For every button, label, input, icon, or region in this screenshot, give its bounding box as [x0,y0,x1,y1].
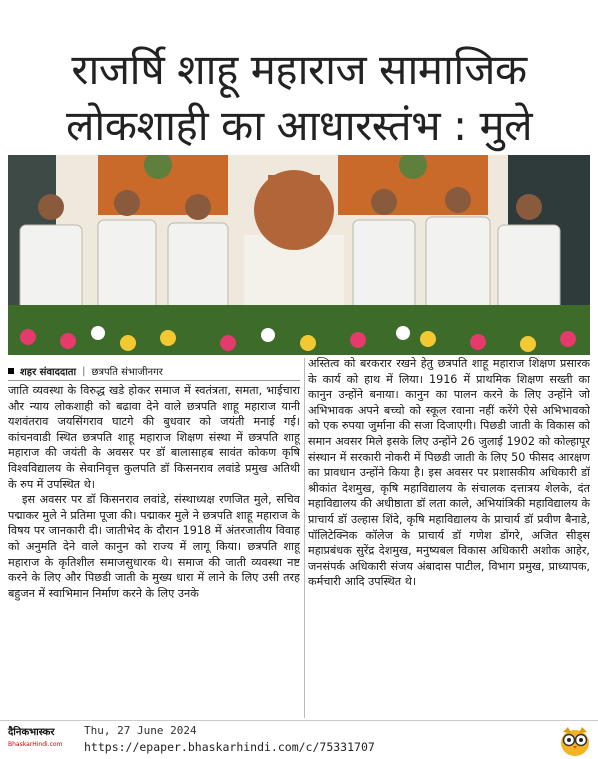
epaper-link[interactable]: https://epaper.bhaskarhindi.com/c/75331707 [84,740,375,754]
column-divider [304,358,305,718]
reporter-name: शहर संवाददाता [20,367,77,378]
event-photo [8,155,590,355]
article-paragraph: इस अवसर पर डॉ किसनराव लवांडे, संस्थाध्यक्ष रणजित मुले, सचिव पद्माकर मुले ने प्रतिमा पूजा की। पद्माकर मुले ने छत्रपति शाहू महाराज के विषय पर जानकारी दी। जातीभेद के दौरान 1918 में अंतरजातीय विवाह को अनुमति देने वाले कानुन को राज्य में लागू किया। छत्रपति शाहू महाराज के कृतिशील समाजसुधारक थे। समाज की जाती व्यवस्था नष्ट करने के लिए और पिछडी जाती के मुख्य धारा में लाने के लिए उसी तरह बहुजन में स्वाभिमान निर्माण करने के लिए उनके [8,493,300,600]
headline-line-2: लोकशाही का आधारस्तंभ : मुले [65,101,533,151]
byline [8,362,300,381]
bullet-square-icon [8,368,14,374]
headline [10,42,588,154]
article-column-right [308,356,590,724]
article-paragraph: जाति व्यवस्था के विरुद्ध खडे होकर समाज में स्वतंत्रता, समता, भाईचारा और न्याय लोकशाही को बढावा देने वाले छत्रपति शाहू महाराज यानी यशवंतराव जयसिंगराव घाटगे की बुधवार को जयंती मनाई गई। कांचनवाडी स्थित छत्रपति शाहू महाराज शिक्षण संस्था में छत्रपति शाहू महाराज की जयंती के अवसर पर डॉ बालासाहब सावंत कोकण कृषि विश्वविद्यालय के सेवानिवृत्त कुलपति डॉ किसनराव लवांडे प्रमुख अतिथी के रुप में उपस्थित थे। [8,384,300,491]
article-column-left [8,383,300,715]
dateline-city: छत्रपति संभाजीनगर [91,367,163,378]
publication-date: Thu, 27 June 2024 [84,724,197,737]
owl-mascot-icon [558,723,592,757]
article-paragraph: अस्तित्व को बरकरार रखने हेतु छत्रपति शाहू महाराज शिक्षण प्रसारक के कार्य को हाथ में लिया। 1916 में प्राथमिक शिक्षण सख्ती का कानुन उन्होंने बनाया। कानुन का पालन करने के लिए उन्होंने जो अभिभावक अपने बच्चो को स्कूल रवाना नहीं करेंगे ऐसे अभिभावको को एक रुपया जुर्माना की सजा दिजाएगी। पिछडी जाती के विकास को समान अवसर मिले इसके लिए उन्होंने 26 जुलाई 1902 को कोल्हापूर संस्थान में सरकारी नोकरी में पिछडी जाती के लिए 50 फीसद आरक्षण का प्रावधान उन्होंने किया है। इस अवसर पर प्रशासकीय अधिकारी डॉ श्रीकांत देशमुख, कृषि महाविद्यालय के संचालक दत्तात्रय शेलके, दंत महाविद्यालय की अधीष्ठाता डॉ लता काले, अभियांत्रिकी महाविद्यालय के प्राचार्य डॉ उल्हास शिंदे, कृषि महाविद्यालय के प्राचार्य डॉ प्रवीण बैनाडे, पॉलिटेक्निक कॉलेज के प्राचार्य डॉ गणेश डोंगरे, अजित सीड्स महाप्रबंधक सुरेंद्र देशमुख, मनुष्यबल विकास अधिकारी अशोक आहेर, जनसंपर्क अधिकारी संजय अंबादास पाटील, विभाग प्रमुख, प्राध्यापक, कर्मचारी आदि उपस्थित थे। [308,357,590,589]
logo-text: दैनिकभास्कर [8,727,55,738]
footer-bar [0,720,598,759]
headline-line-1: राजर्षि शाहू महाराज सामाजिक [71,45,527,95]
byline-separator: | [82,365,86,377]
logo-subtext: BhaskarHindi.com [8,741,63,748]
dainik-bhaskar-logo[interactable] [8,727,72,753]
